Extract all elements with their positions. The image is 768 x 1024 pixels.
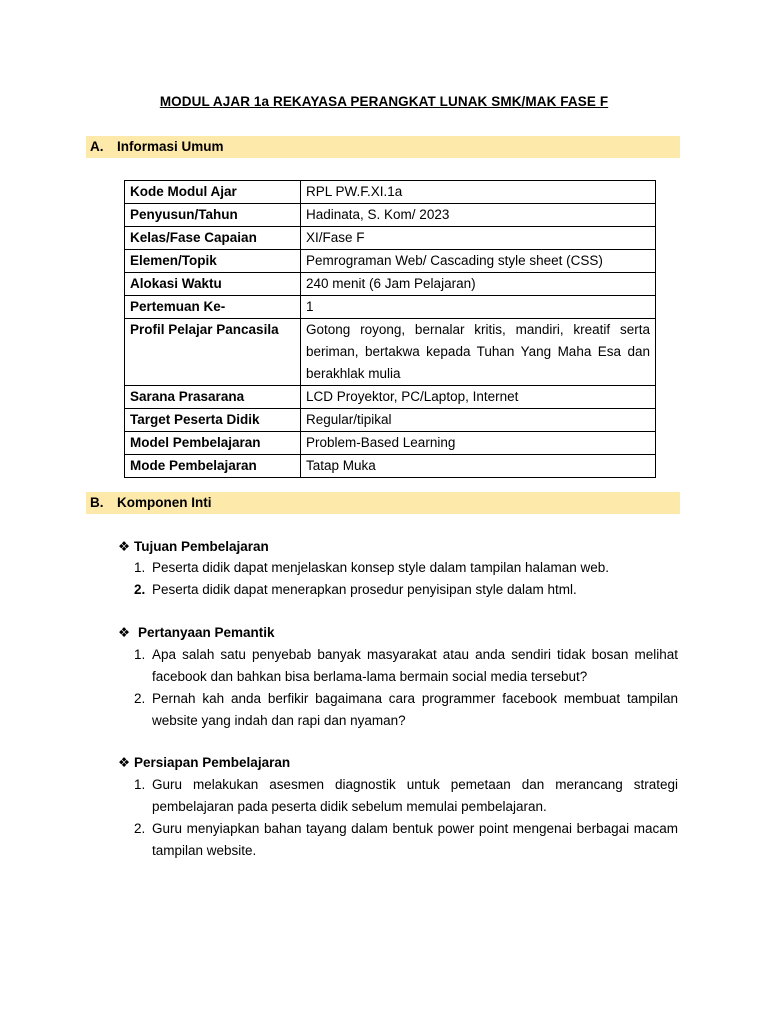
row-value: Gotong royong, bernalar kritis, mandiri, kreatif serta beriman, bertakwa kepada Tuhan Yang Maha Esa dan berakhlak mulia xyxy=(301,319,656,386)
list-item xyxy=(134,644,678,688)
pertanyaan-list xyxy=(134,644,678,732)
row-key: Elemen/Topik xyxy=(125,250,301,273)
row-value: Problem-Based Learning xyxy=(301,432,656,455)
section-a-header xyxy=(86,136,680,158)
table-row xyxy=(125,319,656,386)
list-item-text: Apa salah satu penyebab banyak masyarakat atau anda sendiri tidak bosan melihat facebook dan bahkan bisa berlama-lama bermain social media tersebut? xyxy=(152,647,678,684)
tujuan-list xyxy=(134,557,678,601)
list-item xyxy=(134,774,678,818)
table-row xyxy=(125,455,656,478)
list-item-number: 1. xyxy=(134,777,146,792)
list-item-number: 2. xyxy=(134,582,146,597)
row-key: Profil Pelajar Pancasila xyxy=(125,319,301,386)
info-table xyxy=(124,180,656,478)
table-row xyxy=(125,181,656,204)
table-row xyxy=(125,296,656,319)
row-key: Pertemuan Ke- xyxy=(125,296,301,319)
row-value: 1 xyxy=(301,296,656,319)
row-key: Target Peserta Didik xyxy=(125,409,301,432)
list-item-number: 2. xyxy=(134,821,146,836)
list-item-text: Guru melakukan asesmen diagnostik untuk pemetaan dan merancang strategi pembelajaran pada peserta didik sebelum memulai pembelajaran. xyxy=(152,777,678,814)
section-b-letter: B. xyxy=(90,495,104,510)
diamond-bullet-icon: ❖ xyxy=(118,625,131,640)
section-a-label: Informasi Umum xyxy=(117,139,224,154)
list-item-text: Guru menyiapkan bahan tayang dalam bentuk power point mengenai berbagai macam tampilan website. xyxy=(152,821,678,858)
list-item-number: 2. xyxy=(134,691,146,706)
row-value: Pemrograman Web/ Cascading style sheet (CSS) xyxy=(301,250,656,273)
row-value: Tatap Muka xyxy=(301,455,656,478)
list-item xyxy=(134,688,678,732)
row-value: LCD Proyektor, PC/Laptop, Internet xyxy=(301,386,656,409)
row-key: Model Pembelajaran xyxy=(125,432,301,455)
row-key: Kelas/Fase Capaian xyxy=(125,227,301,250)
section-b-header xyxy=(86,492,680,514)
row-value: RPL PW.F.XI.1a xyxy=(301,181,656,204)
pertanyaan-heading-label: Pertanyaan Pemantik xyxy=(138,625,275,640)
row-value: XI/Fase F xyxy=(301,227,656,250)
row-key: Kode Modul Ajar xyxy=(125,181,301,204)
table-row xyxy=(125,432,656,455)
row-key: Penyusun/Tahun xyxy=(125,204,301,227)
row-value: Hadinata, S. Kom/ 2023 xyxy=(301,204,656,227)
persiapan-list xyxy=(134,774,678,862)
row-key: Mode Pembelajaran xyxy=(125,455,301,478)
list-item xyxy=(134,557,678,579)
list-item-text: Peserta didik dapat menjelaskan konsep style dalam tampilan halaman web. xyxy=(152,560,610,575)
list-item xyxy=(134,579,678,601)
document-title: MODUL AJAR 1a REKAYASA PERANGKAT LUNAK SMK/MAK FASE F xyxy=(159,94,609,109)
row-key: Sarana Prasarana xyxy=(125,386,301,409)
diamond-bullet-icon: ❖ xyxy=(118,539,131,554)
list-item xyxy=(134,818,678,862)
row-value: Regular/tipikal xyxy=(301,409,656,432)
list-item-number: 1. xyxy=(134,560,146,575)
persiapan-heading xyxy=(118,753,290,773)
row-value: 240 menit (6 Jam Pelajaran) xyxy=(301,273,656,296)
persiapan-heading-label: Persiapan Pembelajaran xyxy=(134,755,291,770)
tujuan-heading xyxy=(118,537,269,557)
table-row xyxy=(125,204,656,227)
row-key: Alokasi Waktu xyxy=(125,273,301,296)
tujuan-heading-label: Tujuan Pembelajaran xyxy=(134,539,269,554)
table-row xyxy=(125,273,656,296)
table-row xyxy=(125,386,656,409)
section-a-letter: A. xyxy=(90,139,104,154)
table-row xyxy=(125,250,656,273)
section-b-label: Komponen Inti xyxy=(117,495,212,510)
list-item-text: Pernah kah anda berfikir bagaimana cara programmer facebook membuat tampilan website yang indah dan rapi dan nyaman? xyxy=(152,691,678,728)
list-item-text: Peserta didik dapat menerapkan prosedur penyisipan style dalam html. xyxy=(152,582,577,597)
list-item-number: 1. xyxy=(134,647,146,662)
diamond-bullet-icon: ❖ xyxy=(118,755,131,770)
table-row xyxy=(125,409,656,432)
pertanyaan-heading xyxy=(118,623,275,643)
table-row xyxy=(125,227,656,250)
